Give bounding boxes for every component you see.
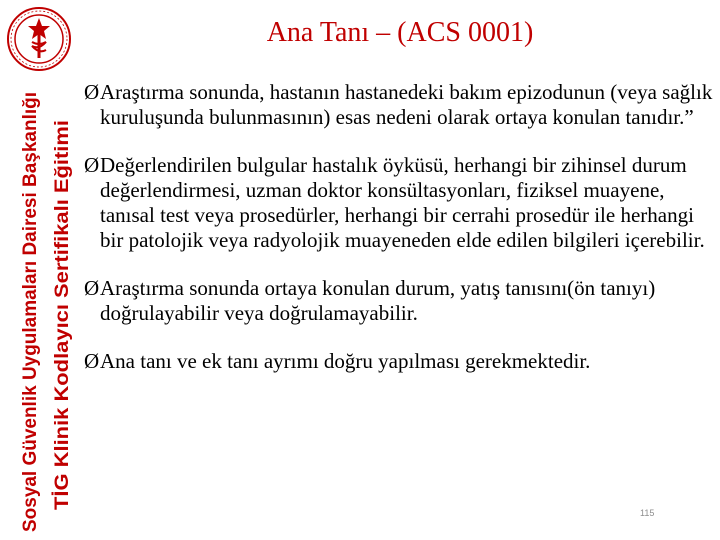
bullet-item-3 — [84, 276, 714, 326]
sidebar-vertical-title — [6, 84, 78, 532]
bullet-list — [84, 80, 714, 397]
page-number: 115 — [640, 508, 655, 518]
bullet-item-2 — [84, 153, 714, 253]
bullet-text-1: Araştırma sonunda, hastanın hastanedeki bakım epizodunun (veya sağlık kuruluşunda bulunmasının) esas nedeni olarak ortaya konulan tanıdır.” — [100, 80, 713, 129]
sidebar-line-2: TİG Klinik Kodlayıcı Sertifikalı Eğitimi — [52, 172, 73, 510]
sidebar-line-1: Sosyal Güvenlik Uygulamaları Dairesi Başkanlığı — [20, 91, 41, 532]
bullet-item-1 — [84, 80, 714, 130]
ministry-logo-icon — [6, 6, 72, 72]
bullet-text-4: Ana tanı ve ek tanı ayrımı doğru yapılması gerekmektedir. — [100, 349, 591, 373]
arrow-bullet-icon: Ø — [84, 153, 100, 177]
bullet-text-3: Araştırma sonunda ortaya konulan durum, yatış tanısını(ön tanıyı) doğrulayabilir veya doğrulamayabilir. — [100, 276, 656, 325]
arrow-bullet-icon: Ø — [84, 80, 100, 104]
arrow-bullet-icon: Ø — [84, 349, 100, 373]
arrow-bullet-icon: Ø — [84, 276, 100, 300]
bullet-text-2: Değerlendirilen bulgular hastalık öyküsü, herhangi bir zihinsel durum değerlendirmesi, uzman doktor konsültasyonları, fiziksel muayene, tanısal test veya prosedürler, herhangi bir cerrahi prosedür ile herhangi bir patolojik veya radyolojik muayeneden elde edilen bilgileri içerebilir. — [100, 153, 705, 252]
page-title: Ana Tanı – (ACS 0001) — [266, 17, 534, 48]
bullet-item-4 — [84, 349, 714, 374]
